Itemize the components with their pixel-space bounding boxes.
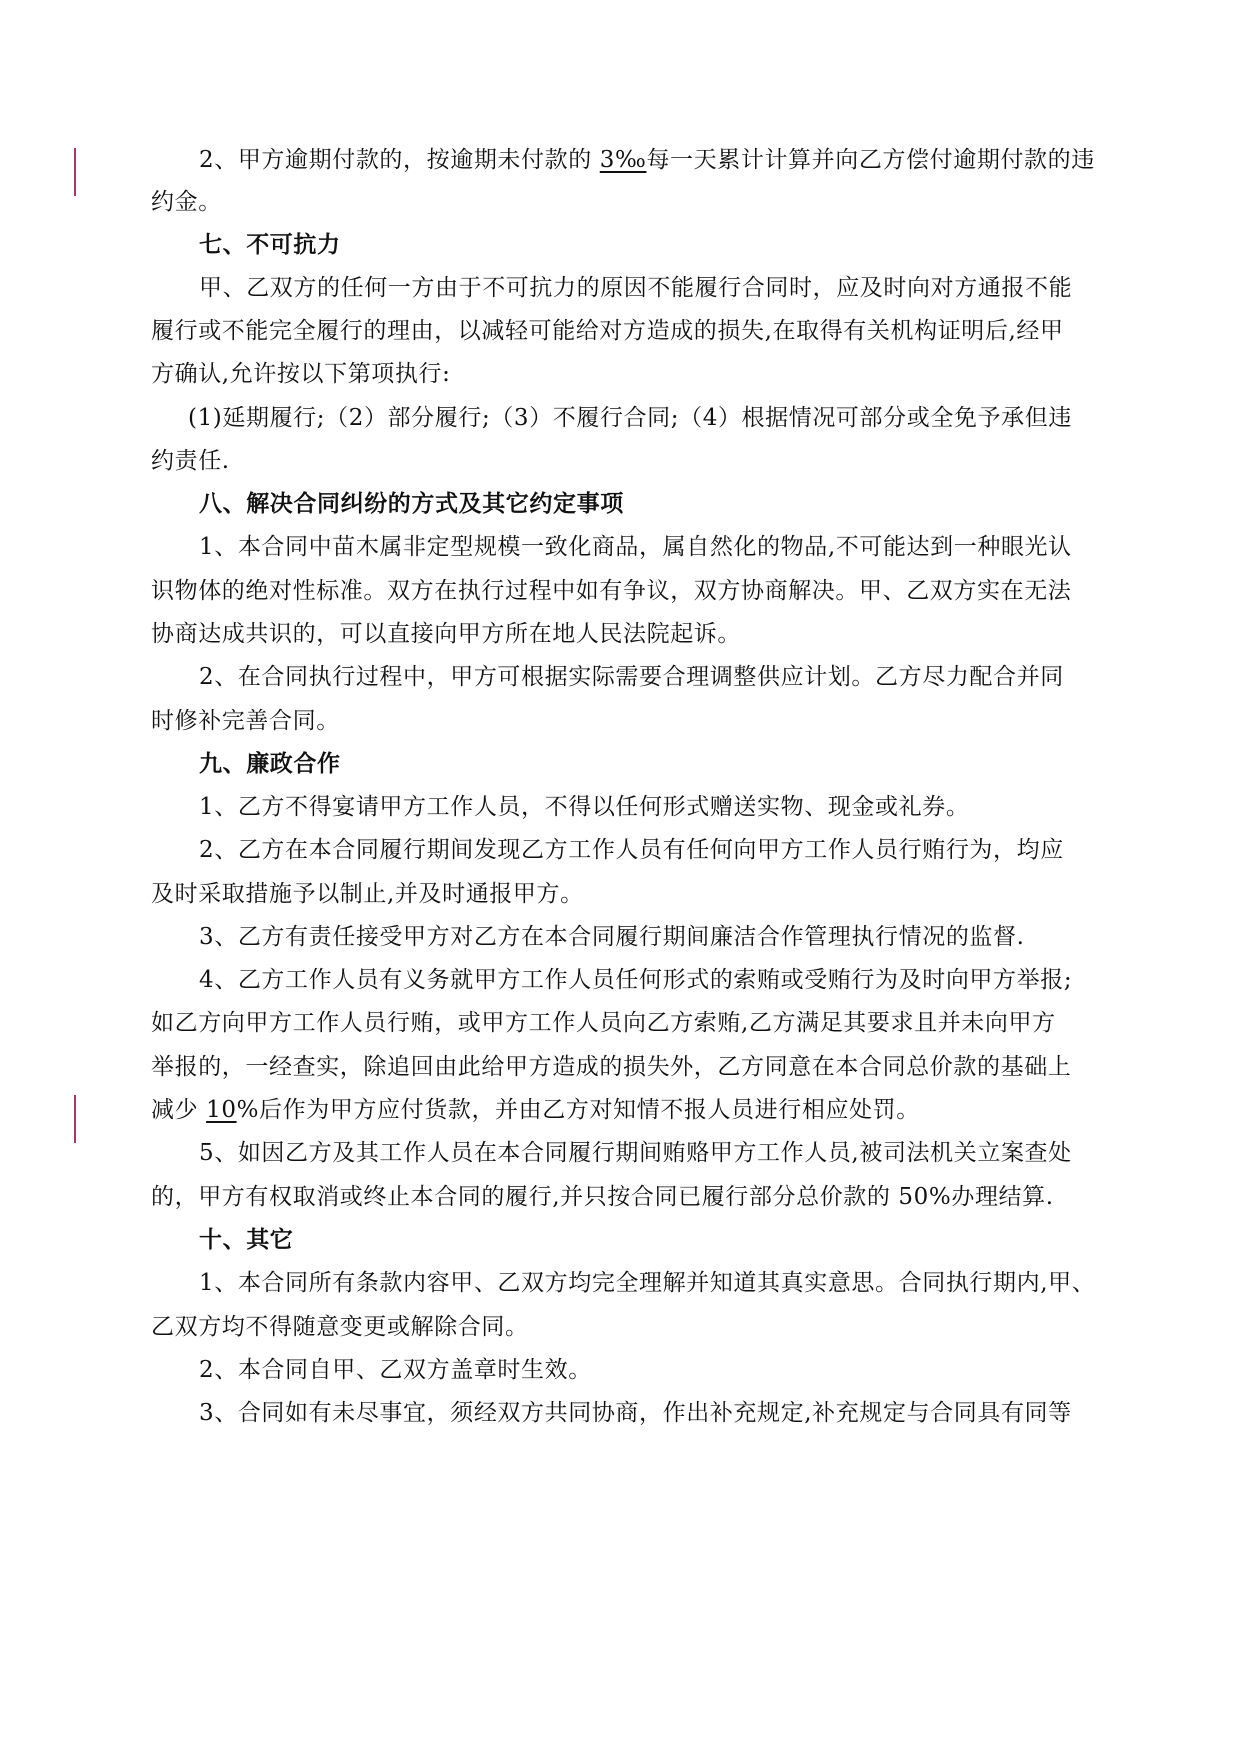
section-heading: 九、廉政合作 [199,750,341,777]
paragraph-line: 1、本合同所有条款内容甲、乙双方均完全理解并知道其真实意思。合同执行期内,甲、 [199,1270,1096,1296]
paragraph-line: 2、乙方在本合同履行期间发现乙方工作人员有任何向甲方工作人员行贿行为，均应 [199,837,1064,863]
paragraph-line: 识物体的绝对性标准。双方在执行过程中如有争议，双方协商解决。甲、乙双方实在无法 [151,578,1072,604]
paragraph-line: 及时采取措施予以制止,并及时通报甲方。 [151,881,584,907]
paragraph-line: 2、甲方逾期付款的，按逾期未付款的 3‰每一天累计计算并向乙方偿付逾期付款的违 [199,147,1095,173]
paragraph-line: 3、合同如有未尽事宜，须经双方共同协商，作出补充规定,补充规定与合同具有同等 [199,1400,1072,1426]
paragraph-line: 时修补完善合同。 [151,708,340,734]
paragraph-line: 约责任. [151,448,230,474]
paragraph-line: 1、本合同中苗木属非定型规模一致化商品，属自然化的物品,不可能达到一种眼光认 [199,534,1072,560]
revision-mark [74,148,76,196]
section-heading: 七、不可抗力 [199,231,341,258]
section-heading: 八、解决合同纠纷的方式及其它约定事项 [199,490,624,517]
paragraph-line: 4、乙方工作人员有义务就甲方工作人员任何形式的索贿或受贿行为及时向甲方举报; [199,967,1073,993]
section-heading: 十、其它 [199,1226,294,1253]
paragraph-line: 5、如因乙方及其工作人员在本合同履行期间贿赂甲方工作人员,被司法机关立案查处 [199,1140,1072,1166]
paragraph-line: 乙双方均不得随意变更或解除合同。 [151,1314,529,1340]
paragraph-line: 3、乙方有责任接受甲方对乙方在本合同履行期间廉洁合作管理执行情况的监督. [199,924,1025,950]
paragraph-line: 方确认,允许按以下第项执行: [151,361,451,387]
paragraph-line: (1)延期履行;（2）部分履行;（3）不履行合同;（4）根据情况可部分或全免予承但违 [188,405,1072,431]
reduction-percent: 10 [206,1097,237,1123]
paragraph-line: 2、本合同自甲、乙双方盖章时生效。 [199,1357,592,1383]
paragraph-line: 1、乙方不得宴请甲方工作人员，不得以任何形式赠送实物、现金或礼券。 [199,794,970,820]
late-fee-rate: 3‰ [599,147,647,173]
revision-mark [74,1095,76,1143]
paragraph-line: 2、在合同执行过程中，甲方可根据实际需要合理调整供应计划。乙方尽力配合并同 [199,664,1064,690]
paragraph-line: 的，甲方有权取消或终止本合同的履行,并只按合同已履行部分总价款的 50%办理结算. [151,1184,1054,1210]
paragraph-line: 甲、乙双方的任何一方由于不可抗力的原因不能履行合同时，应及时向对方通报不能 [199,275,1073,301]
paragraph-line: 约金。 [151,189,222,215]
paragraph-line: 协商达成共识的，可以直接向甲方所在地人民法院起诉。 [151,621,741,647]
paragraph-line: 减少 10%后作为甲方应付货款，并由乙方对知情不报人员进行相应处罚。 [151,1097,920,1123]
paragraph-line: 如乙方向甲方工作人员行贿，或甲方工作人员向乙方索贿,乙方满足其要求且并未向甲方 [151,1010,1056,1036]
paragraph-line: 举报的，一经查实，除追回由此给甲方造成的损失外，乙方同意在本合同总价款的基础上 [151,1054,1072,1080]
paragraph-line: 履行或不能完全履行的理由，以减轻可能给对方造成的损失,在取得有关机构证明后,经甲 [151,318,1064,344]
